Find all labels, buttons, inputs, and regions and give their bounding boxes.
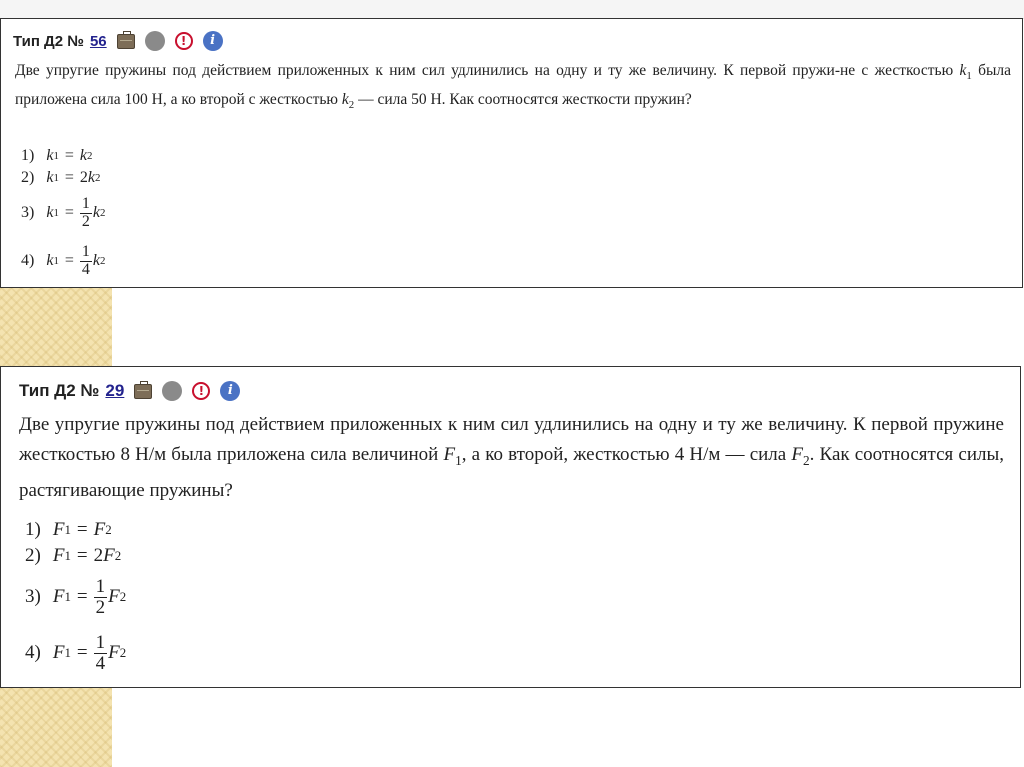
variable: k — [341, 91, 349, 109]
problem-header — [19, 381, 240, 401]
briefcase-icon[interactable] — [134, 384, 152, 399]
answer-option-2[interactable]: 2) k 1 = 2 k 2 — [21, 169, 101, 186]
background-pattern — [0, 287, 112, 367]
answer-option-3[interactable]: 3) k 1 = $\frac{1}{2}$ k 2 — [21, 194, 106, 230]
answer-list — [25, 517, 126, 681]
problem-card-29 — [0, 366, 1021, 688]
problem-number-link[interactable]: 56 — [89, 32, 107, 50]
problem-text: Две упругие пружины под действием приложенных к ним сил удлинились на одну и ту же величину. К первой пружине жесткостью 8 Н/м была приложена сила величиной $F_1$, а ко второй, жесткостью 4 Н/м — сила $F_2$. Как соотносятся силы, растягивающие пружины? — [19, 414, 1004, 501]
variable: F — [443, 444, 456, 465]
fraction: $\frac{1}{4}$ — [81, 242, 90, 278]
answer-option-1[interactable]: 1) k 1 = k 2 — [21, 147, 93, 164]
top-strip — [0, 0, 1024, 19]
info-icon[interactable]: i — [220, 381, 240, 401]
problem-header — [13, 31, 223, 51]
problem-type-label: Тип Д2 № — [19, 381, 100, 400]
status-circle-icon[interactable] — [162, 381, 182, 401]
fraction: $\frac{1}{4}$ — [95, 631, 106, 674]
fraction: $\frac{1}{2}$ — [95, 575, 106, 618]
problem-text: Две упругие пружины под действием приложенных к ним сил удлинились на одну и ту же величину. К первой пружи-не с жесткостью $k_1$ была приложена сила 100 Н, а ко второй с жесткостью $k_2$ — сила 50 Н. Как соотносятся жесткости пружин? — [15, 62, 1011, 112]
problem-number-link[interactable]: 29 — [105, 381, 125, 400]
problem-type-label: Тип Д2 № — [13, 32, 84, 50]
report-error-icon[interactable]: ! — [175, 32, 193, 50]
status-circle-icon[interactable] — [145, 31, 165, 51]
answer-list — [21, 145, 105, 285]
variable: k — [959, 62, 967, 79]
report-error-icon[interactable]: ! — [192, 382, 210, 400]
fraction: $\frac{1}{2}$ — [81, 194, 90, 230]
answer-option-3[interactable]: 3) F 1 = $\frac{1}{2}$ F 2 — [25, 575, 127, 618]
answer-option-4[interactable]: 4) F 1 = $\frac{1}{4}$ F 2 — [25, 631, 127, 674]
answer-option-2[interactable]: 2) F 1 = 2 F 2 — [25, 545, 122, 566]
background-pattern — [0, 688, 112, 767]
answer-option-4[interactable]: 4) k 1 = $\frac{1}{4}$ k 2 — [21, 242, 106, 278]
variable: F — [791, 444, 803, 465]
info-icon[interactable]: i — [203, 31, 223, 51]
briefcase-icon[interactable] — [117, 34, 135, 49]
answer-option-1[interactable]: 1) F 1 = F 2 — [25, 519, 112, 540]
problem-card-56 — [0, 18, 1023, 288]
